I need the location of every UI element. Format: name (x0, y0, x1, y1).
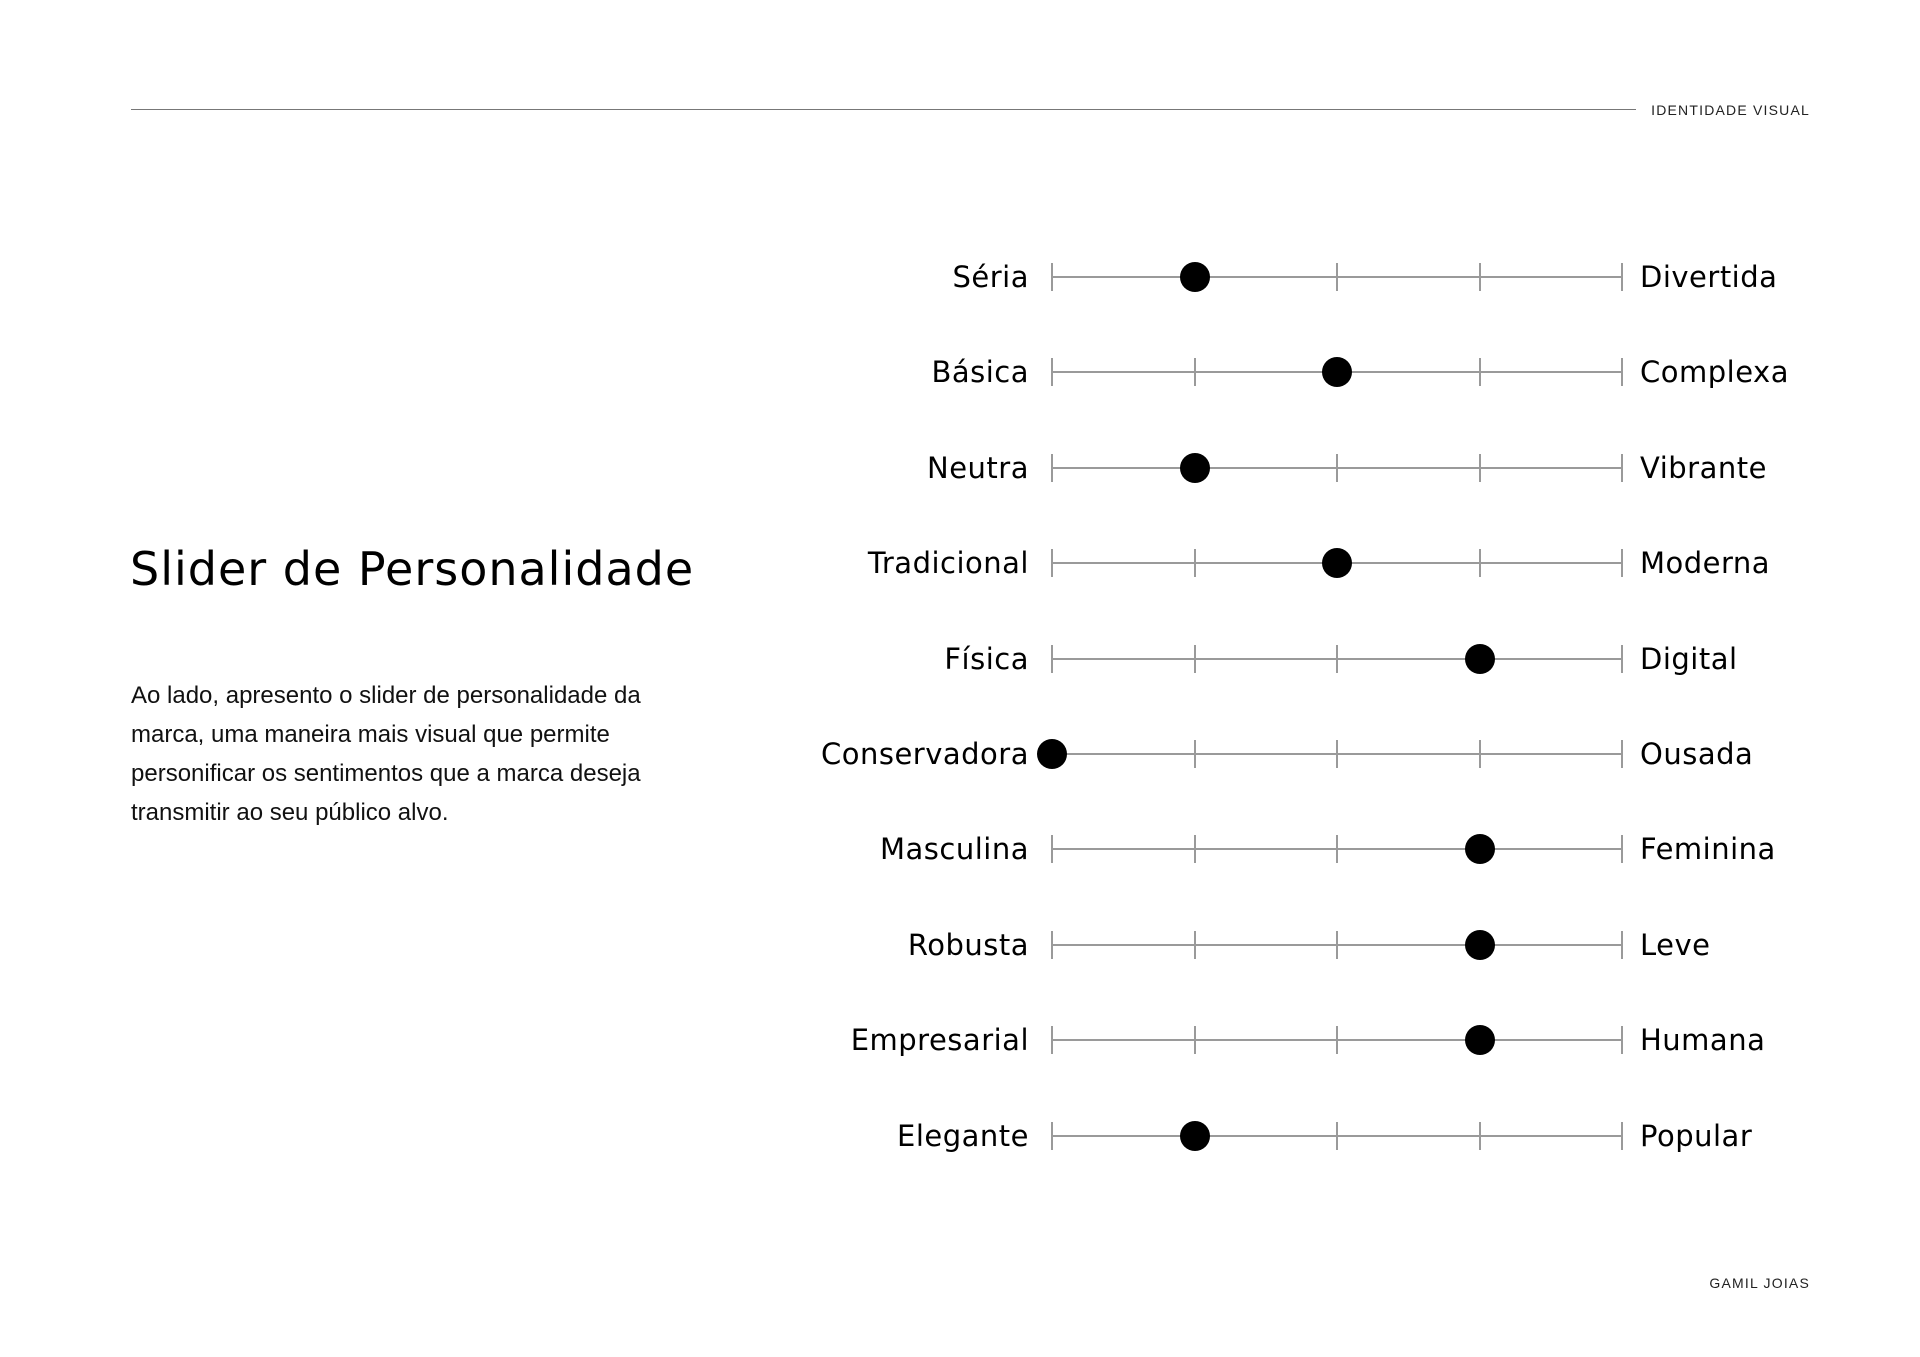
slider-row (0, 915, 1920, 975)
slider-knob[interactable] (1465, 1025, 1495, 1055)
slider-left-label: Masculina (880, 832, 1029, 867)
slider-tick (1479, 549, 1481, 577)
slider-row (0, 819, 1920, 879)
header-label: IDENTIDADE VISUAL (1651, 102, 1810, 118)
slider-track[interactable] (1052, 944, 1622, 946)
slider-track[interactable] (1052, 753, 1622, 755)
slider-track[interactable] (1052, 848, 1622, 850)
slider-tick (1051, 263, 1053, 291)
slider-knob[interactable] (1037, 739, 1067, 769)
slider-tick (1336, 740, 1338, 768)
slider-tick (1051, 1026, 1053, 1054)
slider-knob[interactable] (1180, 453, 1210, 483)
slider-track[interactable] (1052, 658, 1622, 660)
slider-left-label: Séria (952, 260, 1029, 294)
slider-tick (1194, 645, 1196, 673)
slider-row (0, 1010, 1920, 1070)
slider-right-label: Ousada (1640, 737, 1754, 771)
slider-tick (1336, 1026, 1338, 1054)
slider-row (0, 342, 1920, 402)
slider-tick (1621, 1026, 1623, 1054)
slider-tick (1194, 835, 1196, 863)
slider-left-label: Física (944, 641, 1029, 676)
slider-tick (1621, 931, 1623, 959)
slider-left-label: Empresarial (850, 1023, 1029, 1058)
slider-tick (1336, 931, 1338, 959)
slider-track[interactable] (1052, 1039, 1622, 1041)
slider-tick (1051, 931, 1053, 959)
slider-tick (1051, 835, 1053, 863)
slider-tick (1621, 740, 1623, 768)
slider-row (0, 533, 1920, 593)
slider-track[interactable] (1052, 276, 1622, 278)
slider-knob[interactable] (1322, 357, 1352, 387)
slider-left-label: Conservadora (820, 737, 1029, 771)
slider-right-label: Moderna (1640, 546, 1771, 581)
slider-tick (1621, 549, 1623, 577)
slider-tick (1479, 740, 1481, 768)
slider-tick (1336, 1122, 1338, 1150)
slider-knob[interactable] (1322, 548, 1352, 578)
slider-row (0, 1106, 1920, 1166)
slider-right-label: Vibrante (1640, 450, 1767, 485)
slider-tick (1621, 835, 1623, 863)
slider-tick (1194, 931, 1196, 959)
slider-knob[interactable] (1180, 1121, 1210, 1151)
slider-track[interactable] (1052, 371, 1622, 373)
slider-left-label: Básica (931, 355, 1029, 390)
slider-left-label: Elegante (897, 1118, 1029, 1153)
slider-tick (1051, 645, 1053, 673)
slider-right-label: Divertida (1640, 260, 1778, 294)
slider-tick (1621, 263, 1623, 291)
slider-tick (1051, 454, 1053, 482)
slider-track[interactable] (1052, 467, 1622, 469)
slider-knob[interactable] (1465, 644, 1495, 674)
slider-left-label: Robusta (907, 927, 1029, 962)
slider-knob[interactable] (1465, 834, 1495, 864)
slider-knob[interactable] (1180, 262, 1210, 292)
slider-track[interactable] (1052, 1135, 1622, 1137)
slider-tick (1479, 1122, 1481, 1150)
slider-tick (1479, 454, 1481, 482)
slider-tick (1621, 454, 1623, 482)
slider-tick (1479, 358, 1481, 386)
slider-tick (1194, 549, 1196, 577)
slider-tick (1336, 645, 1338, 673)
slider-tick (1194, 358, 1196, 386)
slider-tick (1194, 1026, 1196, 1054)
slider-right-label: Digital (1640, 641, 1738, 676)
slider-tick (1479, 263, 1481, 291)
slider-tick (1621, 1122, 1623, 1150)
header-rule (131, 109, 1636, 110)
slider-left-label: Tradicional (867, 546, 1029, 581)
slider-knob[interactable] (1465, 930, 1495, 960)
slider-row (0, 629, 1920, 689)
slider-tick (1336, 263, 1338, 291)
slider-row (0, 438, 1920, 498)
slider-right-label: Complexa (1640, 355, 1789, 390)
slider-right-label: Feminina (1640, 832, 1776, 867)
slider-row (0, 724, 1920, 784)
section-title: Slider de Personalidade (130, 542, 695, 596)
slider-right-label: Leve (1640, 927, 1711, 962)
slider-tick (1051, 1122, 1053, 1150)
slider-tick (1194, 740, 1196, 768)
slider-right-label: Popular (1640, 1118, 1753, 1153)
section-description: Ao lado, apresento o slider de personalidade da marca, uma maneira mais visual que permite personificar os sentimentos que a marca deseja transmitir ao seu público alvo. (131, 682, 641, 826)
slider-row (0, 247, 1920, 307)
slider-tick (1621, 645, 1623, 673)
slider-right-label: Humana (1640, 1023, 1766, 1058)
footer-label: GAMIL JOIAS (1709, 1275, 1810, 1291)
slider-tick (1621, 358, 1623, 386)
slider-left-label: Neutra (927, 450, 1029, 485)
slider-tick (1051, 549, 1053, 577)
slider-tick (1336, 454, 1338, 482)
slider-tick (1336, 835, 1338, 863)
slider-tick (1051, 358, 1053, 386)
slider-track[interactable] (1052, 562, 1622, 564)
